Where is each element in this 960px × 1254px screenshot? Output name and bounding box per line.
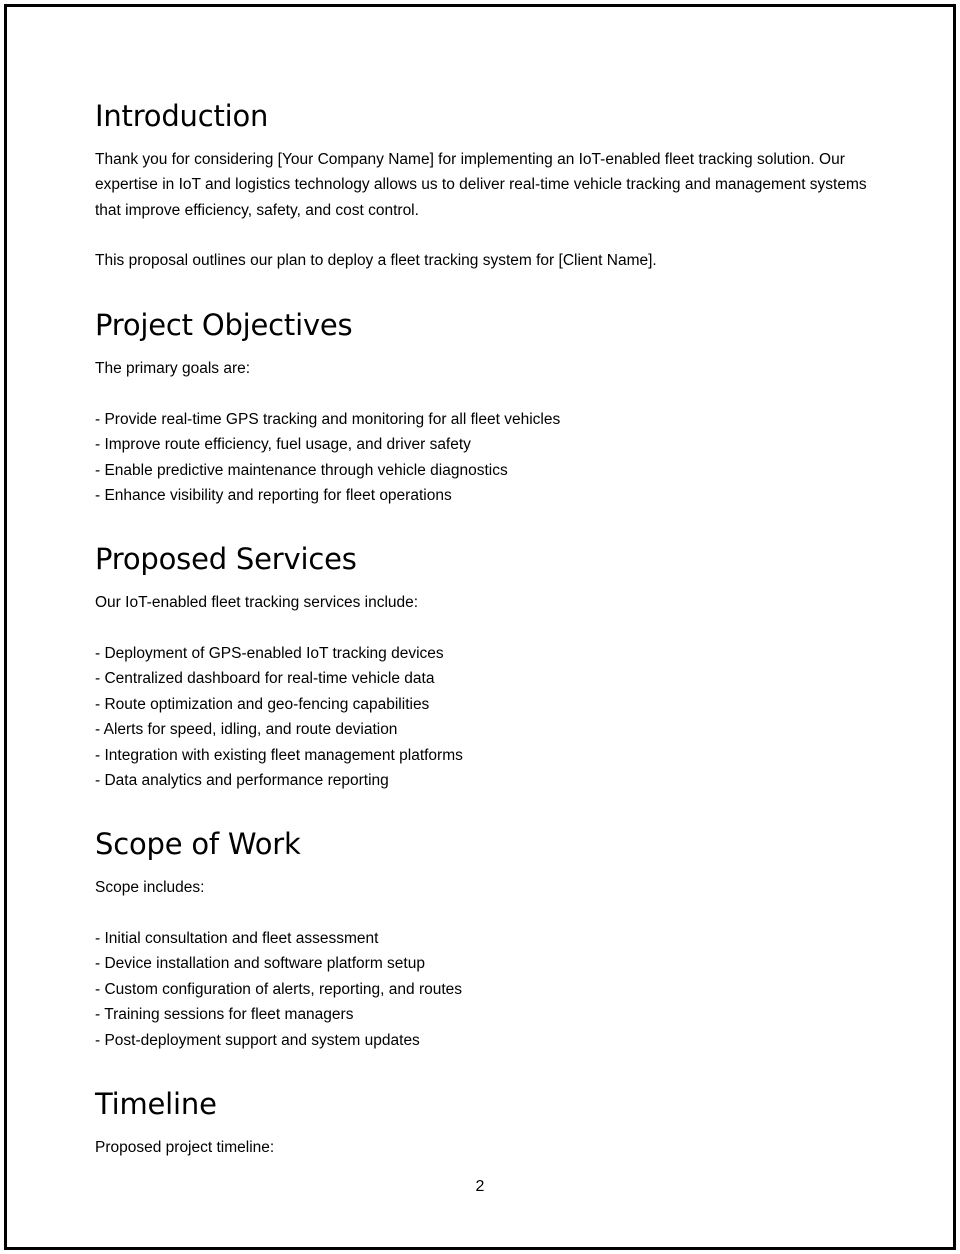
objectives-intro: The primary goals are: <box>95 360 251 377</box>
objectives-heading: Project Objectives <box>95 308 353 342</box>
list-item: - Integration with existing fleet management platforms <box>95 746 463 764</box>
introduction-heading: Introduction <box>95 99 269 133</box>
list-item: - Device installation and software platform setup <box>95 955 425 973</box>
list-item: - Enhance visibility and reporting for fleet operations <box>95 487 452 505</box>
introduction-paragraph: Thank you for considering [Your Company Name] for implementing an IoT-enabled fleet tracking solution. Our expertise in IoT and logistics technology allows us to deliver real-time vehicle tracking and management systems that improve efficiency, safety, and cost control. <box>95 151 867 219</box>
list-item: - Centralized dashboard for real-time vehicle data <box>95 670 435 688</box>
list-item: - Alerts for speed, idling, and route deviation <box>95 721 398 739</box>
list-item: - Data analytics and performance reporting <box>95 772 389 790</box>
list-item: - Custom configuration of alerts, reporting, and routes <box>95 980 463 998</box>
list-item: - Initial consultation and fleet assessment <box>95 930 379 947</box>
scope-list <box>95 926 462 1053</box>
list-item: - Post-deployment support and system updates <box>95 1031 420 1049</box>
services-list <box>95 641 463 793</box>
services-intro: Our IoT-enabled fleet tracking services include: <box>95 594 419 611</box>
list-item: - Provide real-time GPS tracking and monitoring for all fleet vehicles <box>95 411 561 428</box>
timeline-heading: Timeline <box>95 1087 217 1121</box>
introduction-paragraph-2: This proposal outlines our plan to deploy a fleet tracking system for [Client Name]. <box>95 252 657 269</box>
services-heading: Proposed Services <box>95 542 357 576</box>
list-item: - Improve route efficiency, fuel usage, and driver safety <box>95 436 471 454</box>
list-item: - Training sessions for fleet managers <box>95 1006 354 1024</box>
page-number: 2 <box>475 1178 485 1195</box>
list-item: - Enable predictive maintenance through vehicle diagnostics <box>95 461 508 479</box>
list-item: - Route optimization and geo-fencing capabilities <box>95 695 430 713</box>
timeline-intro: Proposed project timeline: <box>95 1139 275 1156</box>
list-item: - Deployment of GPS-enabled IoT tracking devices <box>95 645 444 662</box>
scope-intro: Scope includes: <box>95 879 205 896</box>
objectives-list <box>95 407 560 509</box>
scope-heading: Scope of Work <box>95 827 301 861</box>
